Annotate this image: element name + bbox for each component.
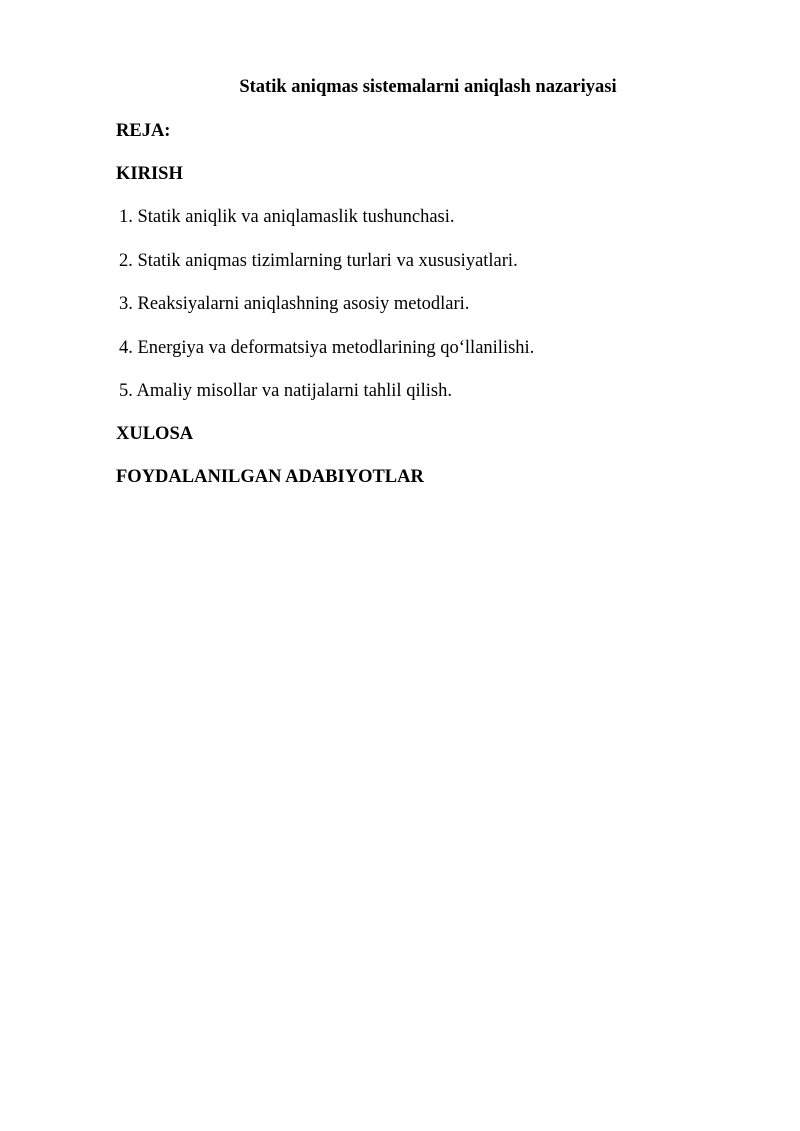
conclusion-heading: XULOSA	[116, 424, 194, 444]
intro-heading: KIRISH	[116, 164, 183, 184]
references-heading: FOYDALANILGAN ADABIYOTLAR	[116, 467, 424, 487]
plan-item-1: 1. Statik aniqlik va aniqlamaslik tushunchasi.	[119, 207, 455, 227]
plan-heading: REJA:	[116, 121, 171, 141]
plan-item-2: 2. Statik aniqmas tizimlarning turlari va xususiyatlari.	[119, 251, 518, 271]
document-title: Statik aniqmas sistemalarni aniqlash nazariyasi	[239, 77, 617, 97]
plan-item-5: 5. Amaliy misollar va natijalarni tahlil qilish.	[119, 381, 452, 401]
plan-item-4: 4. Energiya va deformatsiya metodlarining qo‘llanilishi.	[119, 338, 535, 358]
plan-item-3: 3. Reaksiyalarni aniqlashning asosiy metodlari.	[119, 294, 470, 314]
